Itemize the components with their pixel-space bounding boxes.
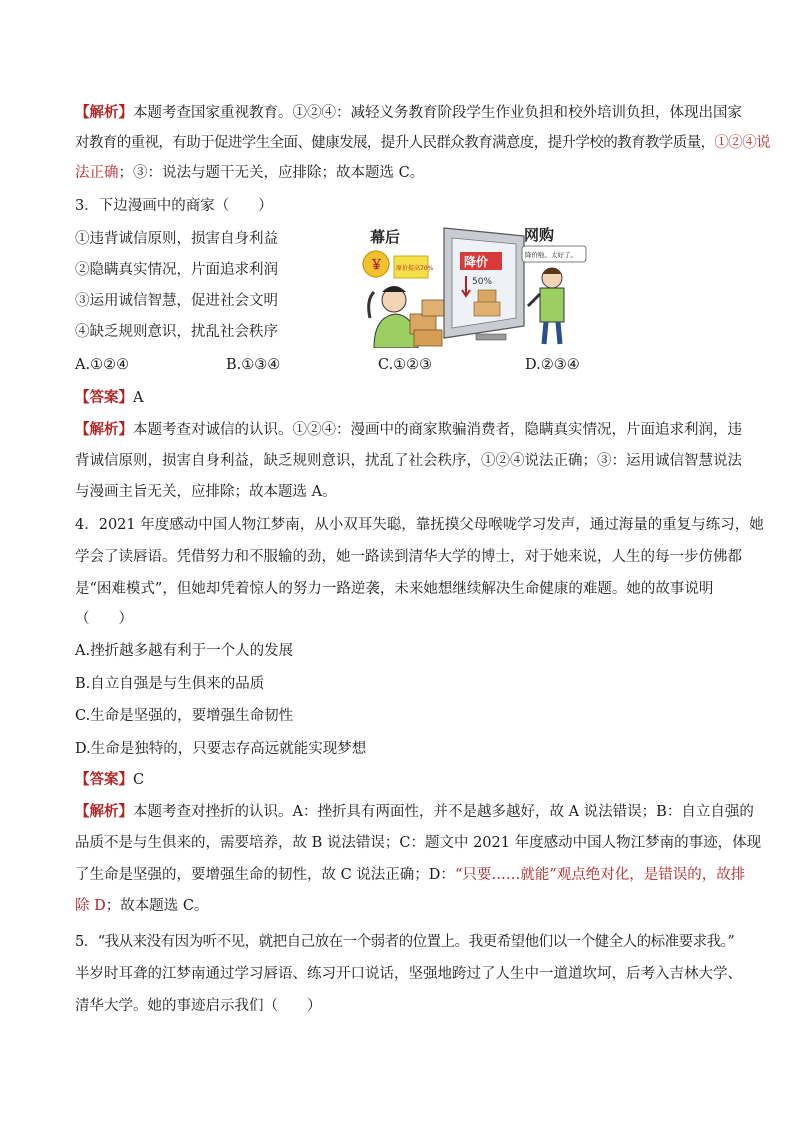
- box: [422, 300, 444, 316]
- analysis-line: 了生命是坚强的，要增强生命的韧性，故 C 说法正确；D：“只要……就能”观点绝对化，是错误的，故排: [75, 867, 746, 883]
- question-5-stem: 半岁时耳聋的江梦南通过学习唇语、练习开口说话，坚强地跨过了人生中一道道坎坷，后考入吉林大学、: [75, 966, 742, 982]
- svg-text:降价啦。太好了。: 降价啦。太好了。: [525, 251, 577, 259]
- analysis-marker: 【解析】: [75, 803, 133, 820]
- analysis-marker: 【解析】: [75, 421, 133, 438]
- svg-text:￥: ￥: [370, 258, 384, 273]
- option-a: A.①②④: [75, 357, 130, 373]
- analysis-line: 【解析】本题考查对诚信的认识。①②④：漫画中的商家欺骗消费者，隐瞒真实情况，片面追求利润，违: [75, 421, 742, 438]
- option-c: C.生命是坚强的，要增强生命韧性: [75, 708, 294, 724]
- q3-item: ④缺乏规则意识，扰乱社会秩序: [75, 324, 278, 340]
- shopper-body: [540, 288, 564, 322]
- answer-marker: 【答案】: [75, 389, 133, 406]
- question-5-stem: 清华大学。她的事迹启示我们（ ）: [75, 998, 322, 1014]
- analysis-line: 品质不是与生俱来的，需要培养，故 B 说法错误；C：题文中 2021 年度感动中国人物江梦南的事迹，体现: [75, 835, 762, 851]
- q3-item: ①违背诚信原则，损害自身利益: [75, 231, 278, 247]
- analysis-line: 对教育的重视，有助于促进学生全面、健康发展，提升人民群众教育满意度，提升学校的教育教学质量，①②④说: [75, 135, 771, 151]
- question-4-stem: 学会了读唇语。凭借努力和不服输的劲，她一路读到清华大学的博士，对于她来说，人生的每一步仿佛都: [75, 549, 742, 565]
- question-3-stem: 3．下边漫画中的商家（ ）: [75, 198, 273, 214]
- analysis-line: 背诚信原则，损害自身利益，缺乏规则意识，扰乱了社会秩序，①②④说法正确；③：运用诚信智慧说法: [75, 453, 742, 469]
- option-d: D.生命是独特的，只要志存高远就能实现梦想: [75, 741, 367, 757]
- svg-text:50%: 50%: [472, 277, 493, 287]
- q3-item: ③运用诚信智慧，促进社会文明: [75, 293, 278, 309]
- cartoon-illustration: [356, 222, 588, 348]
- answer-value: A: [133, 390, 144, 406]
- svg-text:降价: 降价: [464, 255, 489, 269]
- analysis-line: 【解析】本题考查国家重视教育。①②④：减轻义务教育阶段学生作业负担和校外培训负担，体现出国家: [75, 104, 742, 121]
- cartoon-right-title: 网购: [524, 226, 555, 244]
- analysis-marker: 【解析】: [75, 104, 133, 121]
- q3-item: ②隐瞒真实情况，片面追求利润: [75, 262, 278, 278]
- answer-line: [75, 388, 143, 408]
- svg-text:原价提高70%: 原价提高70%: [396, 265, 434, 272]
- question-4-stem: 4．2021 年度感动中国人物江梦南，从小双耳失聪，靠抚摸父母喉咙学习发声，通过海量的重复与练习，她: [75, 517, 764, 533]
- answer-line: [75, 770, 144, 790]
- question-4-stem: （ ）: [75, 611, 133, 627]
- option-c: C.①②③: [378, 357, 433, 373]
- monitor-stand: [476, 334, 506, 340]
- option-a: A.挫折越多越有利于一个人的发展: [75, 643, 294, 659]
- option-b: B.①③④: [226, 357, 281, 373]
- answer-value: C: [133, 772, 145, 788]
- answer-marker: 【答案】: [75, 771, 133, 788]
- option-d: D.②③④: [525, 357, 580, 373]
- question-4-stem: 是“困难模式”，但她却凭着惊人的努力一路逆袭，未来她想继续解决生命健康的难题。她的故事说明: [75, 581, 714, 597]
- analysis-line: 与漫画主旨无关，应排除；故本题选 A。: [75, 484, 337, 500]
- analysis-line: 【解析】本题考查对挫折的认识。A：挫折具有两面性，并不是越多越好，故 A 说法错误；B：自立自强的: [75, 803, 754, 820]
- analysis-line: 除 D；故本题选 C。: [75, 898, 209, 914]
- option-b: B.自立自强是与生俱来的品质: [75, 676, 265, 692]
- question-5-stem: 5．“我从来没有因为听不见，就把自己放在一个弱者的位置上。我更希望他们以一个健全人的标准要求我。”: [75, 934, 735, 950]
- analysis-line: 法正确；③：说法与题干无关，应排除；故本题选 C。: [75, 165, 425, 181]
- box: [414, 330, 442, 346]
- cartoon-left-title: 幕后: [370, 228, 401, 246]
